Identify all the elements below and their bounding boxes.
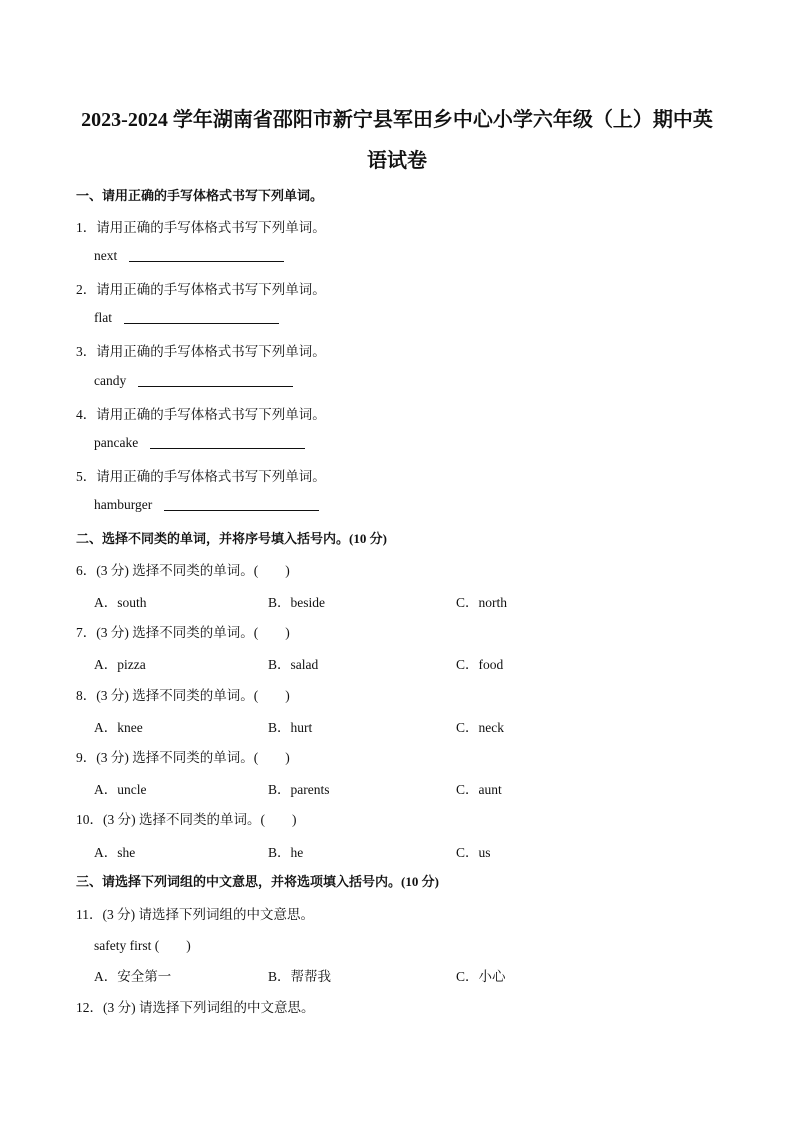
question-11-stem: 11．(3 分) 请选择下列词组的中文意思。 [76, 907, 314, 922]
question-8-option-c[interactable]: C．neck [456, 720, 504, 735]
question-1-answer-line[interactable] [129, 260, 284, 262]
question-11-option-a[interactable]: A．安全第一 [94, 969, 172, 984]
question-8-option-a[interactable]: A．knee [94, 720, 143, 735]
question-12-stem: 12．(3 分) 请选择下列词组的中文意思。 [76, 1000, 315, 1015]
question-4-word-text: pancake [94, 435, 139, 450]
question-9-option-c[interactable]: C．aunt [456, 782, 502, 797]
section-heading-3: 三、请选择下列词组的中文意思，并将选项填入括号内。(10 分) [76, 874, 439, 889]
question-10-stem: 10．(3 分) 选择不同类的单词。( ) [76, 812, 297, 827]
question-8-stem: 8．(3 分) 选择不同类的单词。( ) [76, 688, 290, 703]
question-3-stem: 3．请用正确的手写体格式书写下列单词。 [76, 344, 326, 359]
question-7-option-b[interactable]: B．salad [268, 657, 319, 672]
exam-title-line-2: 语试卷 [367, 150, 427, 172]
question-10-option-c[interactable]: C．us [456, 845, 491, 860]
question-5-word-text: hamburger [94, 497, 153, 512]
question-3-word-text: candy [94, 373, 127, 388]
question-7-stem: 7．(3 分) 选择不同类的单词。( ) [76, 625, 290, 640]
question-3-word [94, 373, 293, 389]
question-7-option-c[interactable]: C．food [456, 657, 504, 672]
question-5-stem: 5．请用正确的手写体格式书写下列单词。 [76, 469, 326, 484]
question-7-option-a[interactable]: A．pizza [94, 657, 146, 672]
exam-title-line-1: 2023-2024 学年湖南省邵阳市新宁县军田乡中心小学六年级（上）期中英 [81, 109, 713, 131]
question-4-stem: 4．请用正确的手写体格式书写下列单词。 [76, 407, 326, 422]
question-4-answer-line[interactable] [150, 447, 305, 449]
question-3-answer-line[interactable] [138, 385, 293, 387]
question-10-option-b[interactable]: B．he [268, 845, 304, 860]
question-6-stem: 6．(3 分) 选择不同类的单词。( ) [76, 563, 290, 578]
question-5-answer-line[interactable] [164, 509, 319, 511]
question-1-stem: 1．请用正确的手写体格式书写下列单词。 [76, 220, 326, 235]
question-2-answer-line[interactable] [124, 322, 279, 324]
question-8-option-b[interactable]: B．hurt [268, 720, 313, 735]
question-9-option-b[interactable]: B．parents [268, 782, 330, 797]
question-1-word [94, 248, 284, 264]
question-9-option-a[interactable]: A．uncle [94, 782, 147, 797]
question-9-stem: 9．(3 分) 选择不同类的单词。( ) [76, 750, 290, 765]
section-heading-1: 一、请用正确的手写体格式书写下列单词。 [76, 188, 324, 203]
section-heading-2: 二、选择不同类的单词，并将序号填入括号内。(10 分) [76, 531, 387, 546]
question-10-option-a[interactable]: A．she [94, 845, 136, 860]
question-11-option-c[interactable]: C．小心 [456, 969, 506, 984]
question-6-option-c[interactable]: C．north [456, 595, 508, 610]
question-6-option-b[interactable]: B．beside [268, 595, 325, 610]
question-2-word-text: flat [94, 310, 112, 325]
question-11-option-b[interactable]: B．帮帮我 [268, 969, 332, 984]
question-4-word [94, 435, 305, 451]
question-1-word-text: next [94, 248, 118, 263]
question-2-word [94, 310, 279, 326]
question-11-phrase: safety first ( ) [94, 938, 191, 953]
question-5-word [94, 497, 319, 513]
question-6-option-a[interactable]: A．south [94, 595, 147, 610]
question-2-stem: 2．请用正确的手写体格式书写下列单词。 [76, 282, 326, 297]
